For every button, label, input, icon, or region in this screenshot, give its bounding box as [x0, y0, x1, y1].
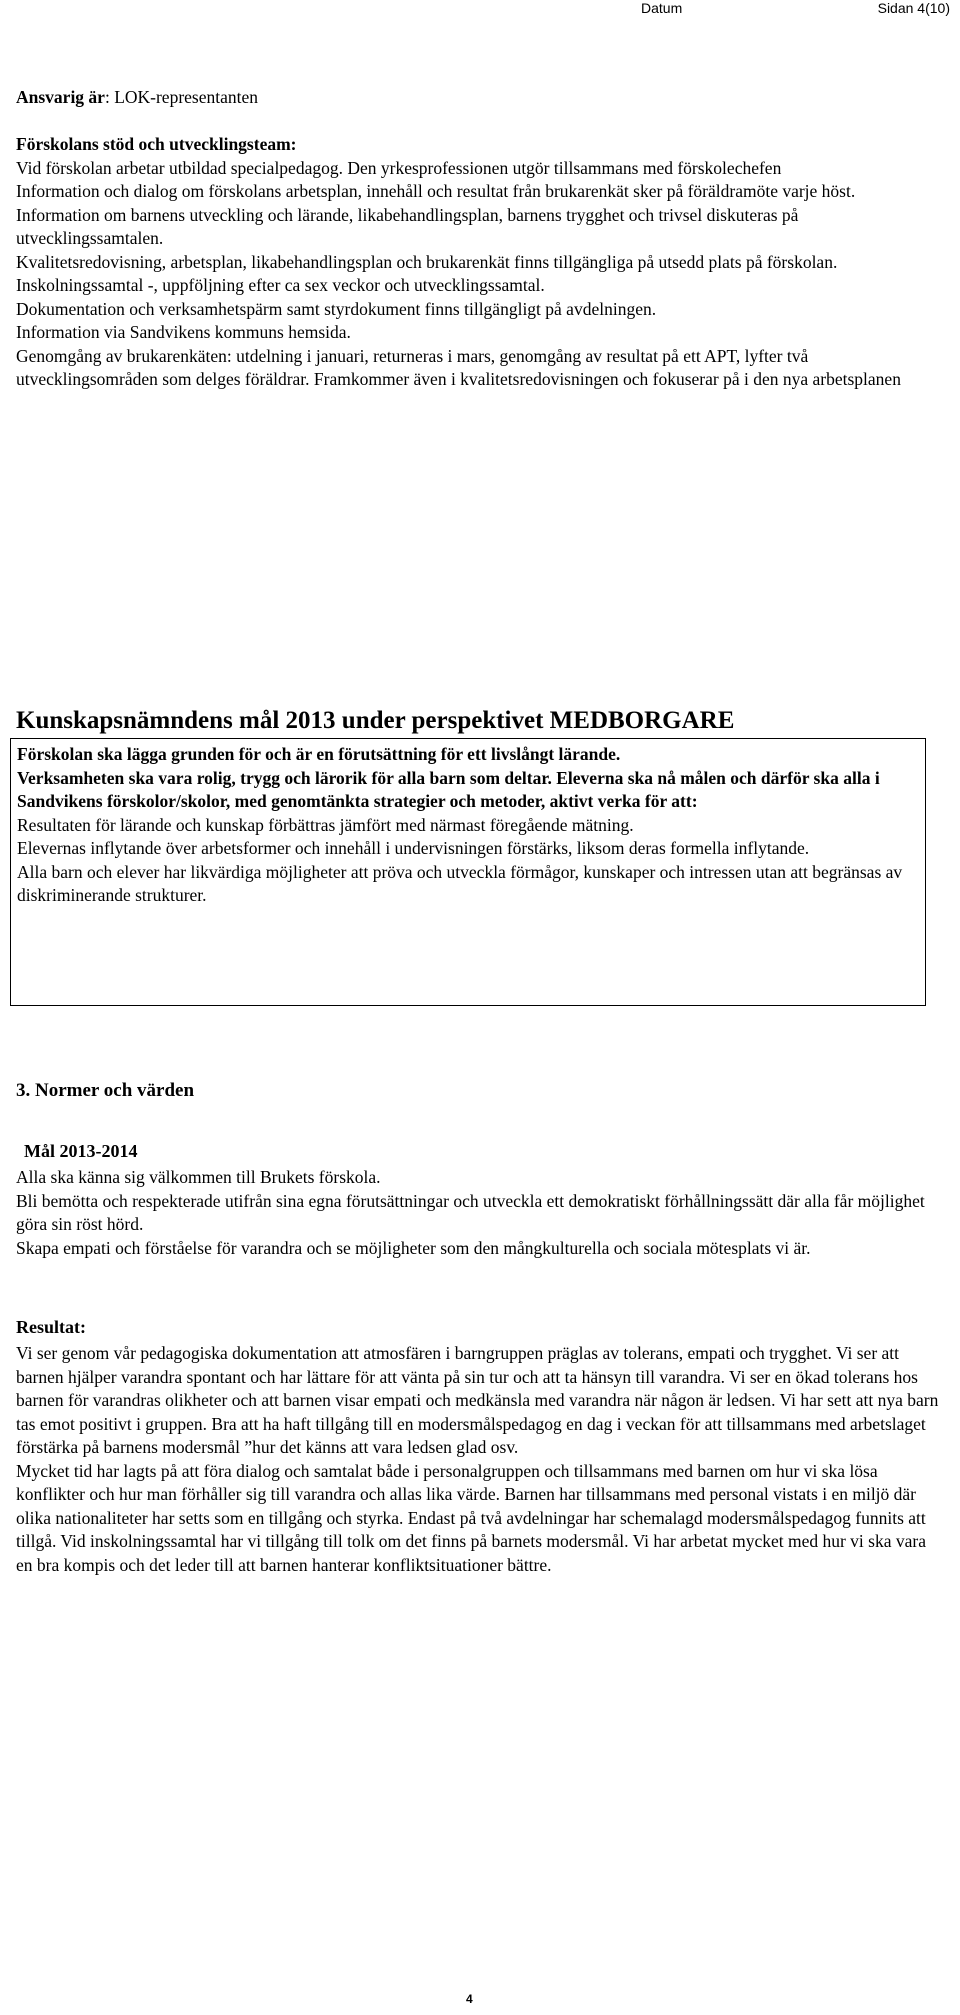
- goals-line: Resultaten för lärande och kunskap förbättras jämfört med närmast föregående mätning.: [17, 814, 634, 835]
- goal-title: Mål 2013-2014: [24, 1141, 138, 1161]
- support-team-section: [16, 133, 946, 392]
- support-team-line: Genomgång av brukarenkäten: utdelning i januari, returneras i mars, genomgång av resultat på ett APT, lyfter två utvecklingsområden som delges föräldrar. Framkommer även i kvalitetsredovisningen och fokuserar på i den nya arbetsplanen: [16, 345, 901, 389]
- responsible-label: Ansvarig är: [16, 87, 105, 107]
- support-team-line: Kvalitetsredovisning, arbetsplan, likabehandlingsplan och brukarenkät finns tillgängliga på utsedd plats på förskolan.: [16, 251, 838, 272]
- responsible-value: : LOK-representanten: [104, 87, 259, 107]
- page-header: [0, 0, 960, 18]
- goals-line: Elevernas inflytande över arbetsformer och innehåll i undervisningen förstärks, liksom deras formella inflytande.: [17, 838, 810, 858]
- goal-line: Skapa empati och förståelse för varandra och se möjligheter som den mångkulturella och sociala mötesplats vi är.: [16, 1237, 811, 1258]
- support-team-line: Information via Sandvikens kommuns hemsida.: [16, 322, 351, 342]
- page-number: 4: [466, 1992, 473, 2006]
- goal-line: Alla ska känna sig välkommen till Brukets förskola.: [16, 1167, 381, 1187]
- result-title: Resultat:: [16, 1317, 86, 1337]
- goals-box: [10, 738, 926, 1006]
- responsible-line: [16, 86, 946, 110]
- support-team-line: Inskolningssamtal -, uppföljning efter ca sex veckor och utvecklingssamtal.: [16, 275, 545, 295]
- goals-title: Kunskapsnämndens mål 2013 under perspektivet MEDBORGARE: [16, 707, 735, 734]
- support-team-line: Information om barnens utveckling och lärande, likabehandlingsplan, barnens trygghet och trivsel diskuteras på utvecklingssamtalen.: [16, 204, 799, 248]
- result-paragraph: Mycket tid har lagts på att föra dialog och samtalat både i personalgruppen och tillsammans med barnen om hur vi ska lösa konflikter och hur man förhåller sig till varandra och allas lika värde. Barnen har tillsammans med personal vistats i en miljö där olika nationaliteter har setts som en tillgång och styrka. Endast på två avdelningar har schemalagd modersmålspedagog funnits att tillgå. Vid inskolningssamtal har vi tillgång till tolk om det finns på barnets modersmål. Vi har arbetat mycket med hur vi ska vara en bra kompis och det leder till att barnen hanterar konfliktsituationer bättre.: [16, 1460, 926, 1575]
- support-team-line: Vid förskolan arbetar utbildad specialpedagog. Den yrkesprofessionen utgör tillsammans med förskolechefen: [16, 157, 782, 178]
- header-page-label: Sidan 4(10): [877, 0, 950, 16]
- goals-line: Alla barn och elever har likvärdiga möjligheter att pröva och utveckla förmågor, kunskaper och intressen utan att begränsas av diskriminerande strukturer.: [17, 861, 903, 905]
- header-date-label: Datum: [641, 0, 683, 16]
- goal-line: Bli bemötta och respekterade utifrån sina egna förutsättningar och utveckla ett demokratiskt förhållningssätt där alla får möjlighet göra sin röst hörd.: [16, 1190, 925, 1234]
- support-team-line: Information och dialog om förskolans arbetsplan, innehåll och resultat från brukarenkät sker på föräldramöte varje höst.: [16, 181, 856, 201]
- goals-bold-line: Förskolan ska lägga grunden för och är en förutsättning för ett livslångt lärande.: [17, 744, 621, 764]
- result-paragraph: Vi ser genom vår pedagogiska dokumentation att atmosfären i barngruppen präglas av tolerans, empati och trygghet. Vi ser att barnen hjälper varandra spontant och har lättare för att vänta på sin tur och att ta hänsyn till varandra. Vi ser en ökad tolerans hos barnen för varandras olikheter och att barnen visar empati och medkänsla med varandra när någon är ledsen. Vi har sett att nya barn tas emot positivt i gruppen. Bra att ha haft tillgång till en modersmålspedagog en dag i veckan för att tillsammans med arbetslaget förstärka på barnens modersmål ”hur det känns att vara ledsen glad osv.: [16, 1343, 939, 1457]
- goal-list: [16, 1166, 946, 1260]
- result-text: [16, 1342, 946, 1577]
- support-team-line: Dokumentation och verksamhetspärm samt styrdokument finns tillgängligt på avdelningen.: [16, 298, 657, 319]
- support-team-title: Förskolans stöd och utvecklingsteam:: [16, 134, 297, 154]
- goals-bold-line: Verksamheten ska vara rolig, trygg och lärorik för alla barn som deltar. Eleverna ska nå målen och därför ska alla i Sandvikens förskolor/skolor, med genomtänkta strategier och metoder, aktivt verka för att:: [17, 767, 880, 811]
- section-heading: 3. Normer och värden: [16, 1080, 195, 1101]
